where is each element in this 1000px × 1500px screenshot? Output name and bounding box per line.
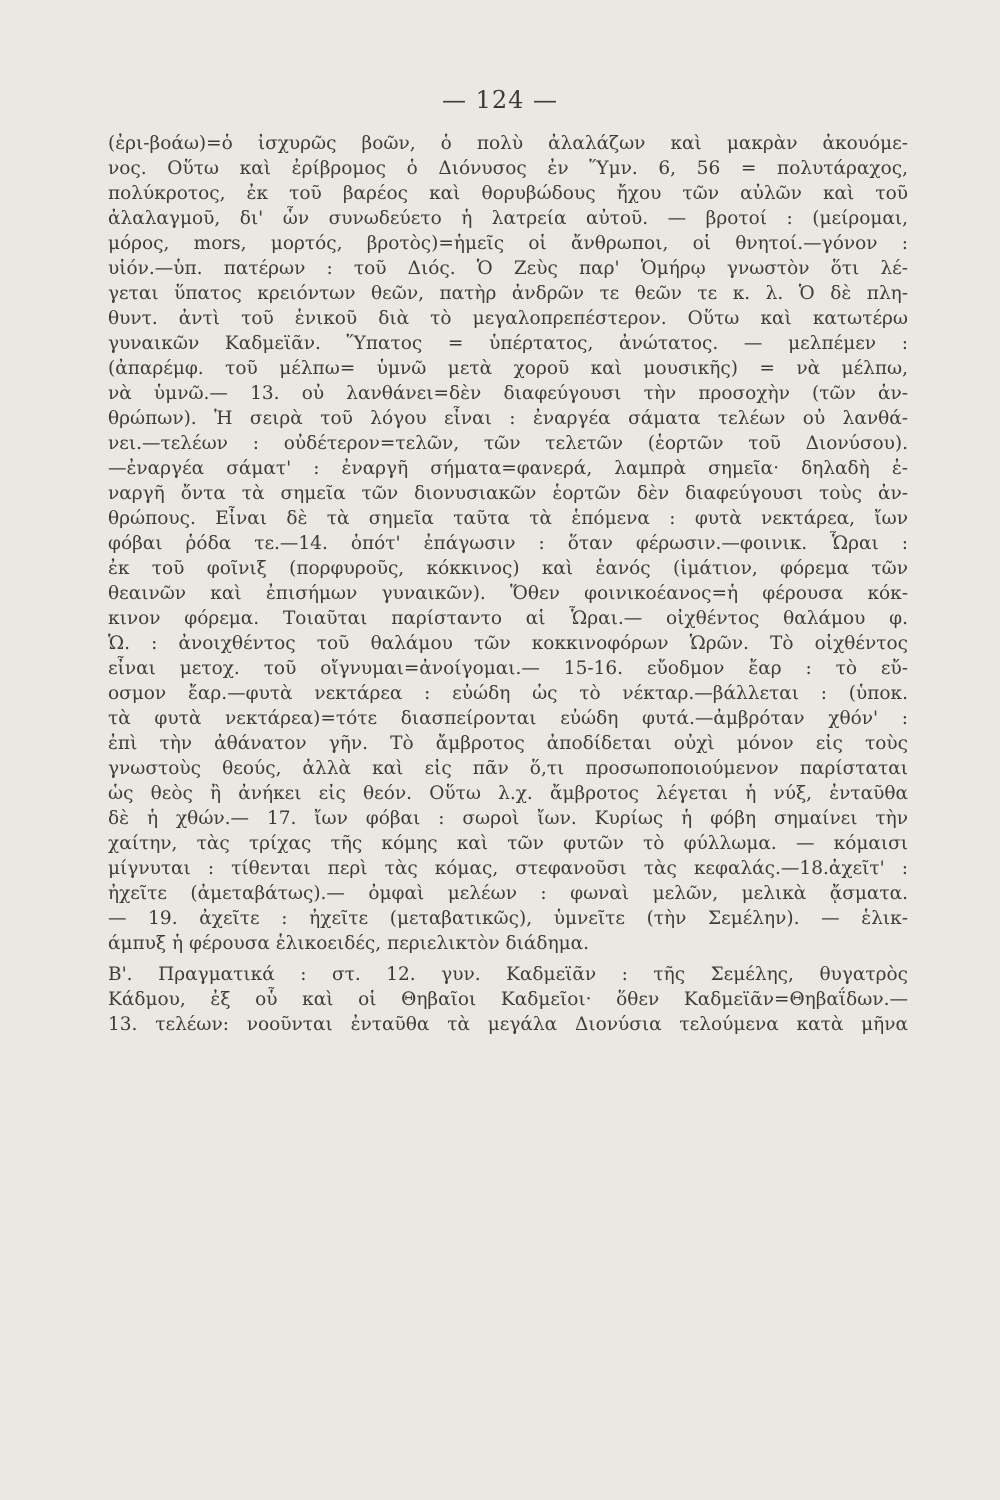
text-line: νος. Οὕτω καὶ ἐρίβρομος ὁ Διόνυσος ἐν Ὕμν. 6, 56 = πολυτάραχος, [108,158,908,179]
text-line: ἀλαλαγμοῦ, δι' ὧν συνωδεύετο ἡ λατρεία αὐτοῦ. — βροτοί : (μείρομαι, [108,208,908,229]
section-b-heading-line: Β'. Πραγματικά : στ. 12. γυν. Καδμεϊᾶν : τῆς Σεμέλης, θυγατρὸς [108,964,908,985]
text-line: οσμον ἔαρ.—φυτὰ νεκτάρεα : εὐώδη ὡς τὸ νέκταρ.—βάλλεται : (ὑποκ. [108,683,908,704]
text-line: υἱόν.—ὑπ. πατέρων : τοῦ Διός. Ὁ Ζεὺς παρ' Ὁμήρῳ γνωστὸν ὅτι λέ- [108,258,908,279]
text-line: —ἐναργέα σάματ' : ἐναργῆ σήματα=φανερά, λαμπρὰ σημεῖα· δηλαδὴ ἐ- [108,458,908,479]
text-line: χαίτην, τὰς τρίχας τῆς κόμης καὶ τῶν φυτῶν τὸ φύλλωμα. — κόμαισι [108,833,908,854]
text-line: κινον φόρεμα. Τοιαῦται παρίσταντο αἱ Ὧραι.— οἰχθέντος θαλάμου φ. [108,608,908,629]
text-line: (ἐρι-βοάω)=ὁ ἰσχυρῶς βοῶν, ὁ πολὺ ἀλαλάζων καὶ μακρὰν ἀκουόμε- [108,133,908,154]
text-line: — 19. ἀχεῖτε : ἠχεῖτε (μεταβατικῶς), ὑμνεῖτε (τὴν Σεμέλην). — ἑλικ- [108,908,908,929]
text-line: θρώπων). Ἡ σειρὰ τοῦ λόγου εἶναι : ἐναργέα σάματα τελέων οὐ λανθά- [108,408,908,429]
text-line: ἐκ τοῦ φοῖνιξ (πορφυροῦς, κόκκινος) καὶ ἑανός (ἱμάτιον, φόρεμα τῶν [108,558,908,579]
page-number: — 124 — [441,86,559,114]
text-line: (ἀπαρέμφ. τοῦ μέλπω= ὑμνῶ μετὰ χοροῦ καὶ μουσικῆς) = νὰ μέλπω, [108,358,908,379]
text-line: γεται ὕπατος κρειόντων θεῶν, πατὴρ ἀνδρῶν τε θεῶν τε κ. λ. Ὁ δὲ πλη- [108,283,908,304]
text-line: γυναικῶν Καδμεϊᾶν. Ὕπατος = ὑπέρτατος, ἀνώτατος. — μελπέμεν : [108,333,908,354]
text-line: μίγνυται : τίθενται περὶ τὰς κόμας, στεφανοῦσι τὰς κεφαλάς.—18.ἀχεῖτ' : [108,858,908,879]
body-text [108,131,908,1037]
text-line: 13. τελέων: νοοῦνται ἐνταῦθα τὰ μεγάλα Διονύσια τελούμενα κατὰ μῆνα [108,1014,908,1035]
text-line: νὰ ὑμνῶ.— 13. οὐ λανθάνει=δὲν διαφεύγουσι τὴν προσοχὴν (τῶν ἀν- [108,383,908,404]
text-line: θεαινῶν καὶ ἐπισήμων γυναικῶν). Ὅθεν φοινικοέανος=ἡ φέρουσα κόκ- [108,583,908,604]
text-line: ἐπὶ τὴν ἀθάνατον γῆν. Τὸ ἄμβροτος ἀποδίδεται οὐχὶ μόνον εἰς τοὺς [108,733,908,754]
text-line: Κάδμου, ἐξ οὗ καὶ οἱ Θηβαῖοι Καδμεῖοι· ὅθεν Καδμεϊᾶν=Θηβαΐδων.— [108,989,908,1010]
text-line: θυντ. ἀντὶ τοῦ ἑνικοῦ διὰ τὸ μεγαλοπρεπέστερον. Οὕτω καὶ κατωτέρω [108,308,908,329]
text-line: θρώπους. Εἶναι δὲ τὰ σημεῖα ταῦτα τὰ ἑπόμενα : φυτὰ νεκτάρεα, ἴων [108,508,908,529]
text-line: μόρος, mors, μορτός, βροτὸς)=ἡμεῖς οἱ ἄνθρωποι, οἱ θνητοί.—γόνον : [108,233,908,254]
text-line: πολύκροτος, ἐκ τοῦ βαρέος καὶ θορυβώδους ἤχου τῶν αὐλῶν καὶ τοῦ [108,183,908,204]
text-line: ἠχεῖτε (ἀμεταβάτως).— ὀμφαὶ μελέων : φωναὶ μελῶν, μελικὰ ᾄσματα. [108,883,908,904]
text-line: άμπυξ ἡ φέρουσα ἑλικοειδές, περιελικτὸν διάδημα. [108,933,590,954]
text-line: τὰ φυτὰ νεκτάρεα)=τότε διασπείρονται εὐώδη φυτά.—ἀμβρόταν χθόν' : [108,708,908,729]
text-line: νει.—τελέων : οὐδέτερον=τελῶν, τῶν τελετῶν (ἑορτῶν τοῦ Διονύσου). [108,433,908,454]
text-line: ναργῆ ὄντα τὰ σημεῖα τῶν διονυσιακῶν ἑορτῶν δὲν διαφεύγουσι τοὺς ἀν- [108,483,908,504]
text-line: γνωστοὺς θεούς, ἀλλὰ καὶ εἰς πᾶν ὅ,τι προσωποποιούμενον παρίσταται [108,758,908,779]
text-line: Ὡ. : ἀνοιχθέντος τοῦ θαλάμου τῶν κοκκινοφόρων Ὡρῶν. Τὸ οἰχθέντος [108,633,908,654]
text-line: φόβαι ῥόδα τε.—14. ὁπότ' ἐπάγωσιν : ὅταν φέρωσιν.—φοινικ. Ὧραι : [108,533,908,554]
text-line: δὲ ἡ χθών.— 17. ἴων φόβαι : σωροὶ ἴων. Κυρίως ἡ φόβη σημαίνει τὴν [108,808,908,829]
text-line: εἶναι μετοχ. τοῦ οἴγνυμαι=ἀνοίγομαι.— 15-16. εὔοδμον ἔαρ : τὸ εὔ- [108,658,908,679]
text-line: ὡς θεὸς ἢ ἀνήκει εἰς θεόν. Οὕτω λ.χ. ἄμβροτος λέγεται ἡ νύξ, ἐνταῦθα [108,783,908,804]
